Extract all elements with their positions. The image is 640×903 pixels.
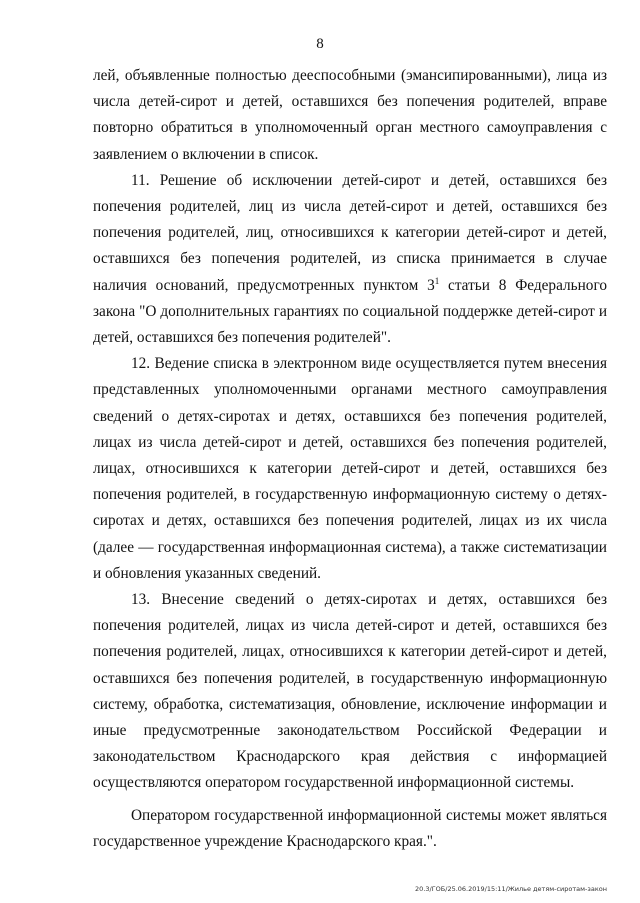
paragraph-11-superscript: 1: [434, 275, 440, 286]
paragraph-continuation: лей, объявленные полностью дееспособными (эмансипированными), лица из числа детей-сирот и детей, оставшихся без попечения родителей, вправе повторно обратиться в уполномоченный орган местного самоуправления с заявлением о включении в список.: [93, 67, 607, 163]
paragraph-12: 12. Ведение списка в электронном виде осуществляется путем внесения представленных уполномоченными органами местного самоуправления сведений о детях-сиротах и детях, оставшихся без попечения родителей, лицах из числа детей-сирот и детей, оставшихся без попечения родителей, лицах, относившихся к категории детей-сирот и детей, оставшихся без попечения родителей, в государственную информационную систему о детях-сиротах и детях, оставшихся без попечения родителей, лицах из их числа (далее — государственная информационная система), а также систематизации и обновления указанных сведений.: [93, 355, 607, 582]
paragraph-operator: Оператором государственной информационной системы может являться государственное учреждение Краснодарского края.".: [93, 806, 607, 850]
document-body: [93, 63, 607, 855]
document-footer-code: 20.3/ГОБ/25.06.2019/15:11/Жилье детям-сиротам-закон: [415, 885, 607, 893]
paragraph-11-text-start: 11. Решение об исключении детей-сирот и детей, оставшихся без попечения родителей, лиц из числа детей-сирот и детей, оставшихся без попечения родителей, лиц, относившихся к категории детей-сирот и детей, оставшихся без попечения родителей, из списка принимается в случае наличия оснований, предусмотренных пунктом 3: [93, 171, 607, 294]
paragraph-11-text-end: статьи 8 Федерального закона "О дополнительных гарантиях по социальной поддержке детей-сирот и детей, оставшихся без попечения родителей".: [93, 276, 607, 347]
page-number: 8: [316, 36, 324, 52]
paragraph-13: 13. Внесение сведений о детях-сиротах и детях, оставшихся без попечения родителей, лицах из числа детей-сирот и детей, оставшихся без попечения родителей, лицах, относившихся к категории детей-сирот и детей, оставшихся без попечения родителей, в государственную информационную систему, обработка, систематизация, обновление, исключение информации и иные предусмотренные законодательством Российской Федерации и законодательством Краснодарского края действия с информацией осуществляются оператором государственной информационной системы.: [93, 591, 607, 792]
paragraph-11: [93, 168, 607, 351]
